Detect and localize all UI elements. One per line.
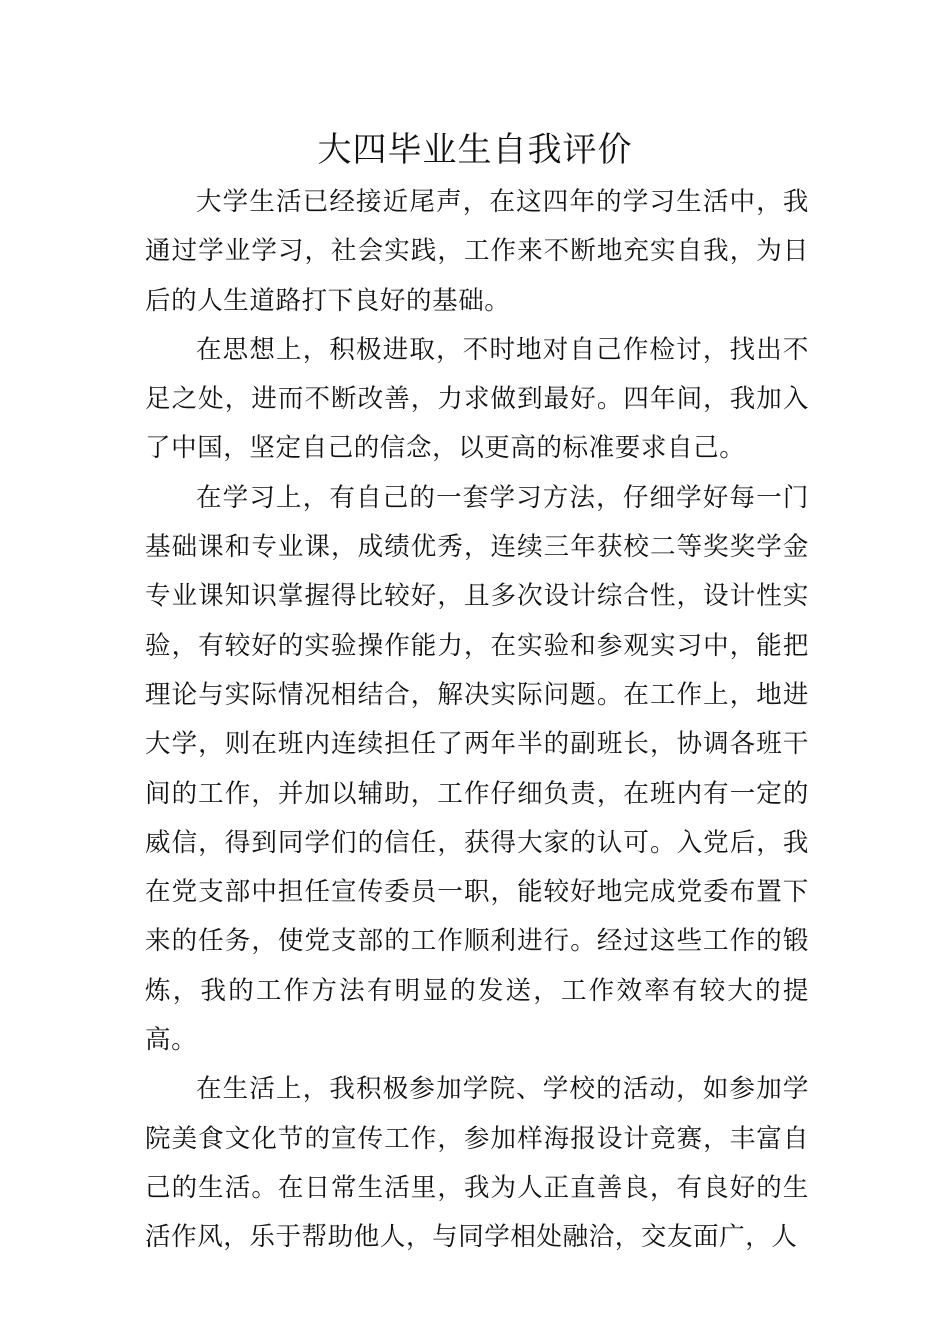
paragraph-study-work: 在学习上，有自己的一套学习方法，仔细学好每一门基础课和专业课，成绩优秀，连续三年获校二等奖奖学金专业课知识掌握得比较好，且多次设计综合性，设计性实验，有较好的实验操作能力，在实验和参观实习中，能把理论与实际情况相结合，解决实际问题。在工作上，地进大学，则在班内连续担任了两年半的副班长，协调各班干间的工作，并加以辅助，工作仔细负责，在班内有一定的威信，得到同学们的信任，获得大家的认可。入党后，我在党支部中担任宣传委员一职，能较好地完成党委布置下来的任务，使党支部的工作顺利进行。经过这些工作的锻炼，我的工作方法有明显的发送，工作效率有较大的提高。 — [145, 482, 809, 1056]
document-title: 大四毕业生自我评价 — [317, 130, 633, 170]
paragraph-intro: 大学生活已经接近尾声，在这四年的学习生活中，我通过学业学习，社会实践，工作来不断地充实自我，为日后的人生道路打下良好的基础。 — [145, 187, 809, 316]
document-body — [145, 178, 809, 1263]
paragraph-life: 在生活上，我积极参加学院、学校的活动，如参加学院美食文化节的宣传工作，参加样海报设计竞赛，丰富自己的生活。在日常生活里，我为人正直善良，有良好的生活作风，乐于帮助他人，与同学相处融洽，交友面广，人 — [145, 1074, 809, 1253]
paragraph-ideology: 在思想上，积极进取，不时地对自己作检讨，找出不足之处，进而不断改善，力求做到最好。四年间，我加入了中国，坚定自己的信念，以更高的标准要求自己。 — [145, 334, 809, 464]
